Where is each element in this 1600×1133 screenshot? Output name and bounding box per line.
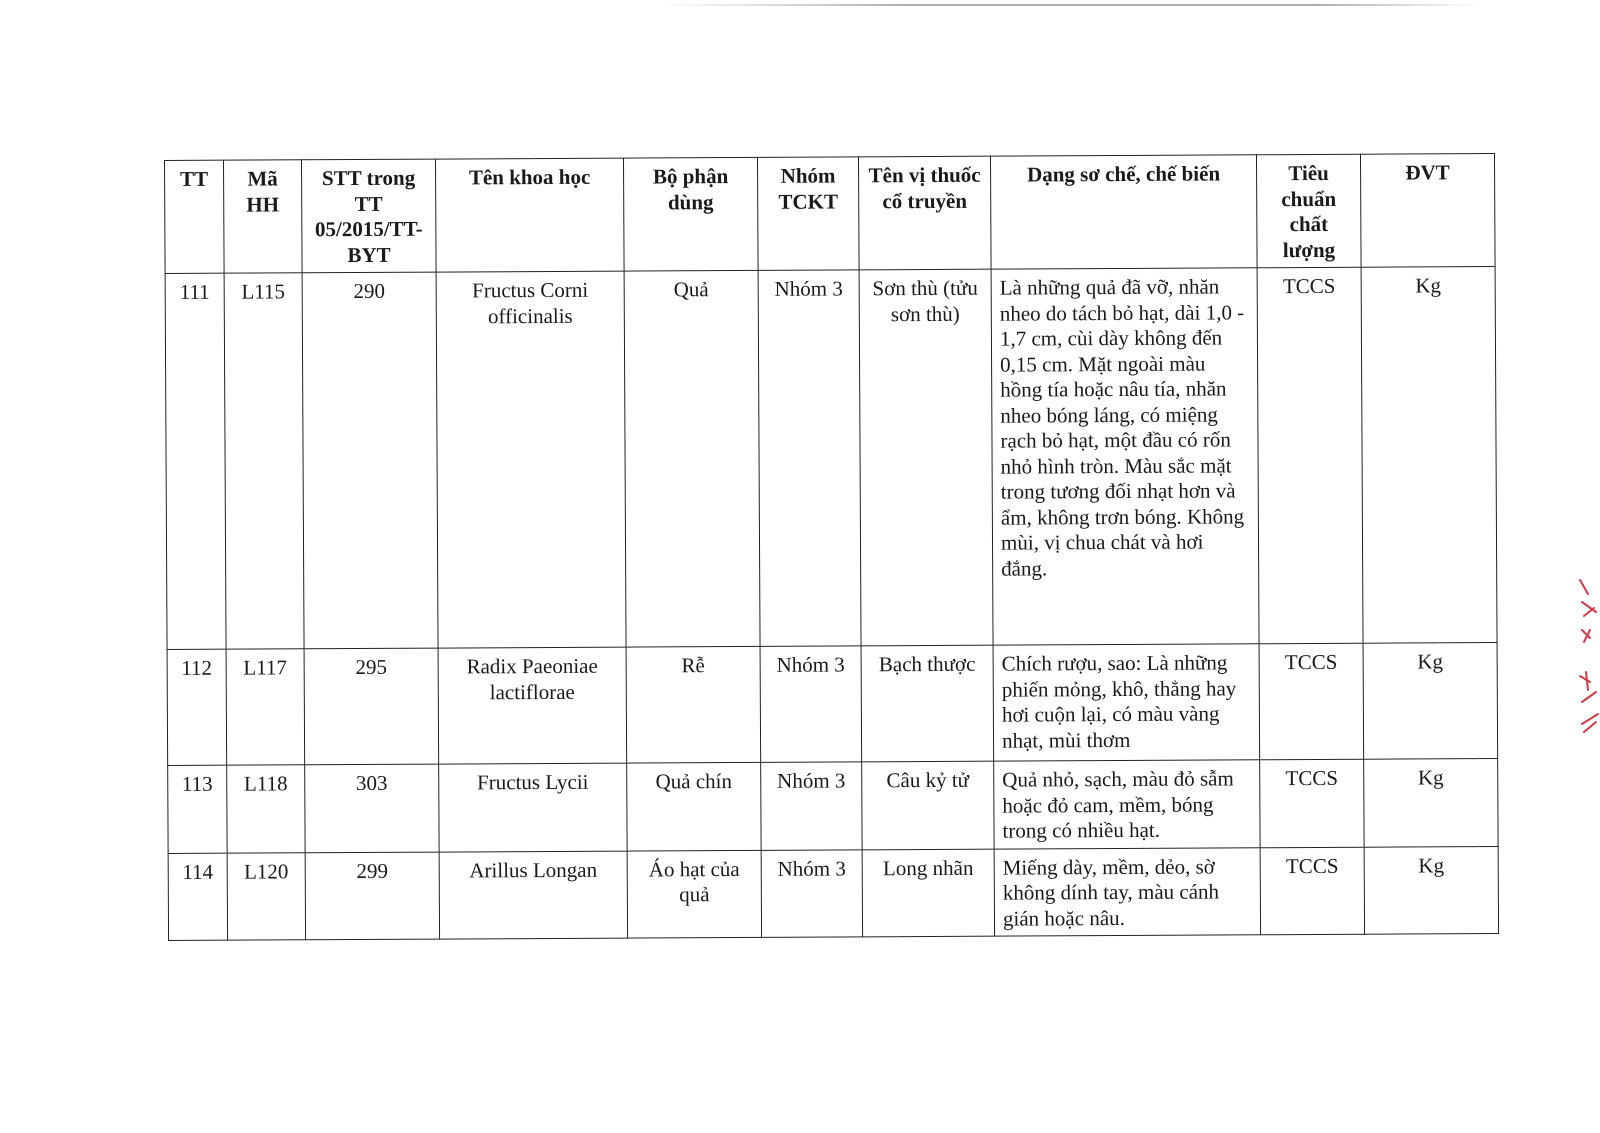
- cell-dang-so-che: Là những quả đã vỡ, nhăn nheo do tách bỏ hạt, dài 1,0 - 1,7 cm, cùi dày không đến 0,15 cm. Mặt ngoài màu hồng tía hoặc nâu tía, nhăn nheo bóng láng, có miệng rạch bỏ hạt, một đầu có rốn nhỏ hình tròn. Màu sắc mặt trong tương đối nhạt hơn và ẩm, không trơn bóng. Không mùi, vị chua chát và hơi đắng.: [991, 268, 1259, 645]
- cell-ten-vi-thuoc: Câu kỷ tử: [862, 761, 994, 849]
- header-tt: TT: [165, 160, 225, 273]
- cell-ma-hh: L118: [227, 765, 305, 853]
- cell-tt: 111: [165, 273, 226, 649]
- table-row: [168, 846, 1498, 940]
- table-row: [167, 643, 1498, 766]
- cell-tieu-chuan: TCCS: [1260, 847, 1364, 935]
- scan-edge-line: [660, 4, 1480, 6]
- header-dvt: ĐVT: [1360, 154, 1495, 268]
- cell-dang-so-che: Miếng dày, mềm, dẻo, sờ không dính tay, màu cánh gián hoặc nâu.: [994, 847, 1260, 936]
- cell-ma-hh: L117: [226, 649, 305, 765]
- header-dang-so-che: Dạng sơ chế, chế biến: [990, 155, 1257, 269]
- cell-ma-hh: L115: [224, 273, 304, 649]
- cell-ten-vi-thuoc: Bạch thược: [861, 645, 994, 762]
- document-table-container: [164, 153, 1498, 941]
- cell-dvt: Kg: [1364, 759, 1498, 847]
- cell-dang-so-che: Quả nhỏ, sạch, màu đỏ sẫm hoặc đỏ cam, mềm, bóng trong có nhiều hạt.: [994, 760, 1260, 849]
- cell-ten-khoa-hoc: Fructus Corni officinalis: [436, 271, 626, 648]
- cell-stt: 299: [305, 852, 439, 940]
- cell-tieu-chuan: TCCS: [1257, 267, 1363, 644]
- header-ten-khoa-hoc: Tên khoa học: [435, 158, 624, 272]
- cell-bo-phan-dung: Áo hạt của quả: [627, 850, 761, 938]
- header-stt: STT trong TT 05/2015/TT-BYT: [302, 159, 437, 273]
- cell-nhom-tckt: Nhóm 3: [760, 646, 862, 763]
- header-bo-phan-dung: Bộ phận dùng: [623, 157, 758, 271]
- herbal-medicine-table: [164, 153, 1499, 941]
- cell-ten-vi-thuoc: Long nhãn: [862, 849, 994, 937]
- cell-tt: 113: [168, 765, 227, 853]
- cell-ten-khoa-hoc: Radix Paeoniae lactiflorae: [438, 647, 627, 764]
- cell-bo-phan-dung: Quả chín: [627, 762, 761, 850]
- cell-dvt: Kg: [1361, 267, 1497, 644]
- cell-stt: 295: [304, 648, 439, 765]
- header-ten-vi-thuoc: Tên vị thuốc cổ truyền: [858, 156, 991, 270]
- cell-stt: 303: [305, 764, 439, 852]
- cell-dang-so-che: Chích rượu, sao: Là những phiến mỏng, khô, thẳng hay hơi cuộn lại, có màu vàng nhạt, mùi thơm: [993, 644, 1260, 761]
- table-row: [165, 267, 1497, 650]
- cell-dvt: Kg: [1363, 643, 1498, 760]
- cell-tt: 112: [167, 649, 227, 765]
- stamp-fragment: [1560, 572, 1600, 752]
- cell-tt: 114: [168, 853, 227, 941]
- cell-ten-vi-thuoc: Sơn thù (tửu sơn thù): [859, 269, 993, 646]
- table-header-row: [165, 154, 1496, 274]
- cell-bo-phan-dung: Quả: [624, 270, 760, 647]
- cell-ten-khoa-hoc: Arillus Longan: [439, 851, 627, 939]
- cell-ten-khoa-hoc: Fructus Lycii: [439, 763, 627, 851]
- cell-ma-hh: L120: [227, 852, 305, 940]
- header-ma-hh: Mã HH: [224, 160, 303, 273]
- cell-nhom-tckt: Nhóm 3: [761, 762, 862, 850]
- table-row: [168, 759, 1498, 853]
- cell-tieu-chuan: TCCS: [1259, 643, 1364, 760]
- cell-bo-phan-dung: Rễ: [626, 646, 761, 763]
- cell-dvt: Kg: [1364, 846, 1498, 934]
- cell-nhom-tckt: Nhóm 3: [761, 849, 862, 937]
- cell-tieu-chuan: TCCS: [1260, 759, 1364, 847]
- cell-stt: 290: [302, 272, 438, 649]
- cell-nhom-tckt: Nhóm 3: [758, 270, 861, 647]
- header-tieu-chuan: Tiêu chuẩn chất lượng: [1256, 154, 1361, 268]
- header-nhom-tckt: Nhóm TCKT: [757, 157, 859, 271]
